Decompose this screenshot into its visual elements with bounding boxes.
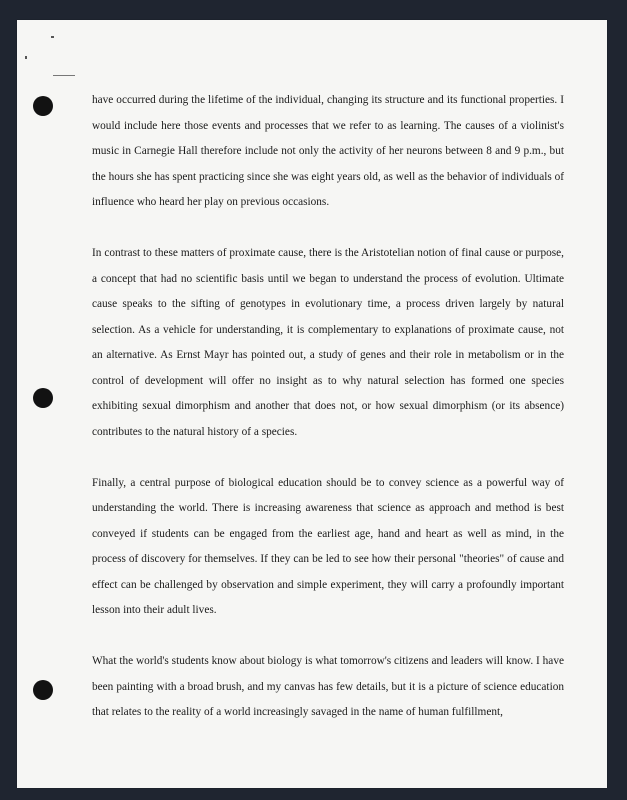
scan-speck bbox=[53, 75, 75, 76]
document-page bbox=[17, 20, 607, 788]
punch-hole-bottom bbox=[33, 680, 53, 700]
document-body bbox=[92, 88, 564, 726]
punch-hole-top bbox=[33, 96, 53, 116]
paragraph-4: What the world's students know about biology is what tomorrow's citizens and leaders will know. I have been painting with a broad brush, and my canvas has few details, but it is a picture of science education that relates to the reality of a world increasingly savaged in the name of human fulfillment, bbox=[92, 655, 564, 718]
paragraph-3: Finally, a central purpose of biological education should be to convey science as a powerful way of understanding the world. There is increasing awareness that science as approach and method is best conveyed if students can be engaged from the earliest age, hand and heart as well as mind, in the process of discovery for themselves. If they can be led to see how their personal "theories" of cause and effect can be challenged by observation and simple experiment, they will carry a profoundly important lesson into their adult lives. bbox=[92, 476, 564, 616]
punch-hole-middle bbox=[33, 388, 53, 408]
paragraph-2: In contrast to these matters of proximate cause, there is the Aristotelian notion of final cause or purpose, a concept that had no scientific basis until we began to understand the process of evolution. Ultimate cause speaks to the sifting of genotypes in evolutionary time, a process driven largely by natural selection. As a vehicle for understanding, it is complementary to explanations of proximate cause, not an alternative. As Ernst Mayr has pointed out, a study of genes and their role in metabolism or in the control of development will offer no insight as to why natural selection has formed one species exhibiting sexual dimorphism and another that does not, or how sexual dimorphism (or its absence) contributes to the natural history of a species. bbox=[92, 247, 564, 438]
paragraph-1: have occurred during the lifetime of the individual, changing its structure and its functional properties. I would include here those events and processes that we refer to as learning. The causes of a violinist's music in Carnegie Hall therefore include not only the activity of her neurons between 8 and 9 p.m., but the hours she has spent practicing since she was eight years old, as well as the behavior of individuals of influence who heard her play on previous occasions. bbox=[92, 94, 564, 208]
scan-speck bbox=[25, 56, 27, 59]
scan-speck bbox=[51, 36, 54, 38]
